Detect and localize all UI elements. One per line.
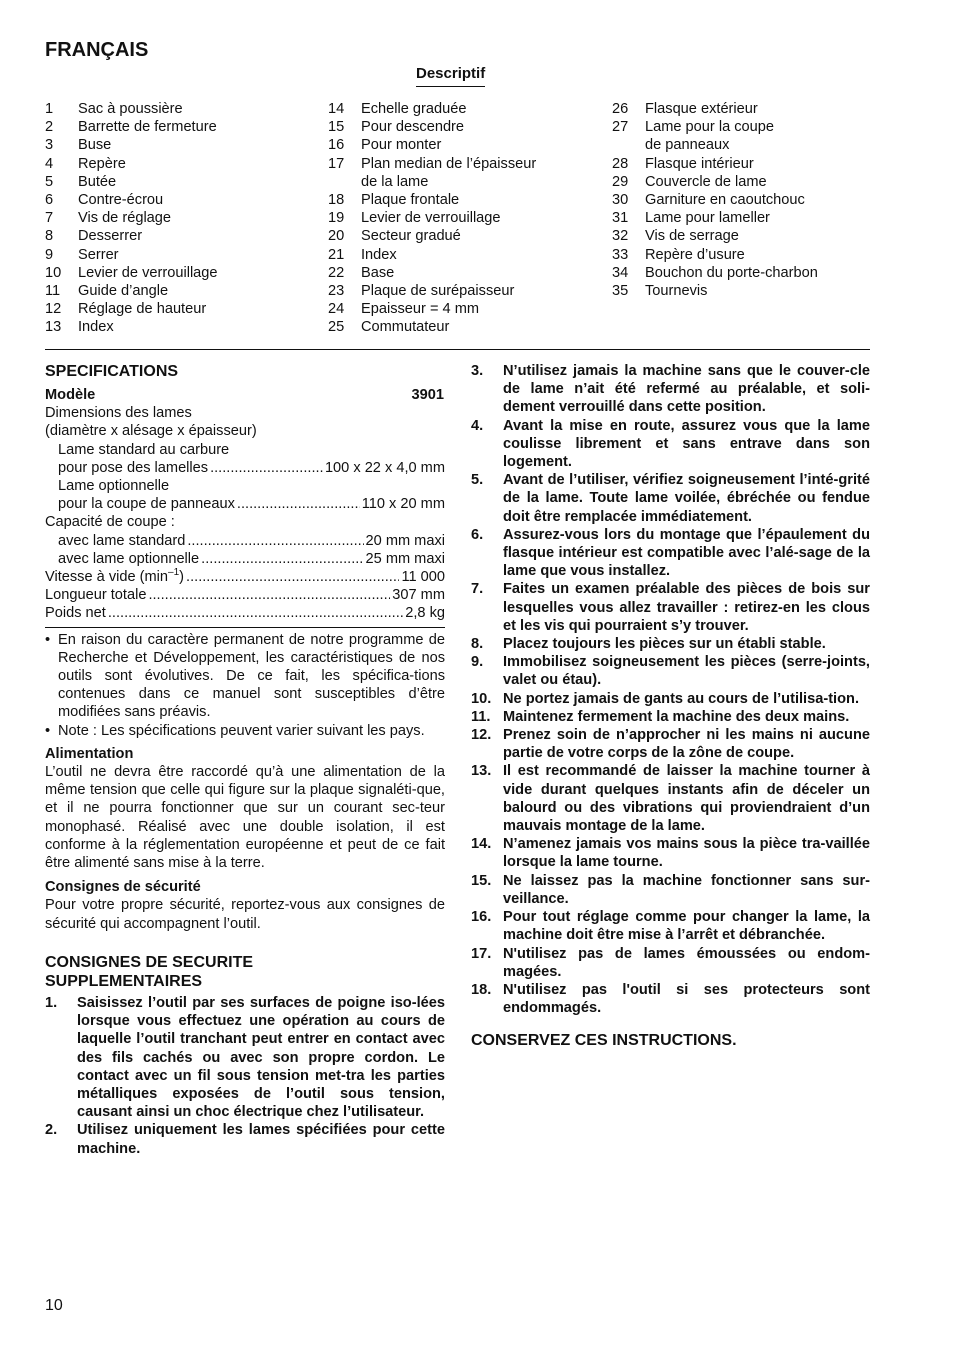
part-item — [612, 118, 870, 154]
part-number: 20 — [328, 228, 345, 245]
bullet-icon: • — [45, 631, 51, 648]
safety-item-text: Ne laissez pas la machine fonctionner sans sur-veillance. — [503, 872, 870, 907]
safety-item — [471, 471, 870, 526]
part-number: 35 — [612, 283, 629, 300]
safety-item-number: 15. — [471, 872, 492, 889]
safety-item — [45, 1121, 445, 1157]
part-number: 15 — [328, 119, 345, 136]
bullet-icon: • — [45, 722, 51, 739]
optional-blade-use: pour la coupe de panneaux — [58, 496, 235, 513]
safety-item-text: N’amenez jamais vos mains sous la pièce tra-vaillée lorsque la lame tourne. — [503, 836, 870, 871]
part-number: 23 — [328, 283, 345, 300]
conserve-instructions: CONSERVEZ CES INSTRUCTIONS. — [471, 1032, 737, 1050]
alimentation-heading: Alimentation — [45, 745, 134, 762]
part-number: 14 — [328, 101, 345, 117]
part-label: Index — [361, 246, 397, 263]
part-number: 11 — [45, 283, 61, 300]
part-item — [45, 246, 315, 264]
part-item — [45, 282, 315, 300]
safety-item — [471, 708, 870, 726]
part-number: 12 — [45, 301, 62, 318]
safety-item-number: 2. — [45, 1122, 58, 1139]
part-number: 13 — [45, 319, 62, 336]
part-item — [612, 100, 870, 118]
standard-blade-value: 100 x 22 x 4,0 mm — [324, 459, 445, 476]
part-label: Plan median de l’épaisseur de la lame — [361, 155, 537, 190]
model-label: Modèle — [45, 387, 96, 403]
safety-item-text: N'utilisez pas de lames émoussées ou endom-magées. — [503, 945, 870, 980]
part-number: 7 — [45, 210, 54, 227]
part-label: Plaque de surépaisseur — [361, 283, 515, 300]
part-label: Serrer — [78, 246, 119, 263]
consignes-text: Pour votre propre sécurité, reportez-vous aux consignes de sécurité qui accompagnent l’outil. — [45, 897, 445, 932]
capacity-standard-value: 20 mm maxi — [365, 532, 445, 549]
part-label: Réglage de hauteur — [78, 301, 207, 318]
part-label: Lame pour la coupe de panneaux — [645, 119, 774, 154]
safety-item — [45, 994, 445, 1121]
language-heading: FRANÇAIS — [45, 39, 149, 61]
safety-item — [471, 908, 870, 944]
standard-blade-use: pour pose des lamelles — [58, 459, 209, 476]
part-item — [328, 282, 598, 300]
model-value: 3901 — [411, 387, 444, 403]
part-item — [612, 155, 870, 173]
safety-item-text: Pour tout réglage comme pour changer la lame, la machine doit être mise à l’arrêt et débranchée. — [503, 909, 870, 944]
safety-item-number: 4. — [471, 417, 484, 434]
safety-item-number: 18. — [471, 981, 492, 998]
part-item — [328, 264, 598, 282]
safety-item-number: 3. — [471, 363, 484, 379]
part-label: Commutateur — [361, 319, 450, 336]
model-row — [45, 386, 445, 404]
part-item — [45, 136, 315, 154]
part-item — [45, 264, 315, 282]
safety-item — [471, 635, 870, 653]
part-item — [45, 227, 315, 245]
spec-note-bullet-2 — [45, 722, 445, 740]
speed-value: 11 000 — [401, 569, 445, 586]
part-label: Secteur gradué — [361, 228, 461, 245]
part-number: 32 — [612, 228, 629, 245]
part-item — [328, 155, 598, 191]
part-label: Desserrer — [78, 228, 143, 245]
part-label: Repère — [78, 155, 126, 172]
safety-item — [471, 526, 870, 581]
parts-list-column-2 — [328, 100, 598, 337]
dot-leader — [210, 459, 323, 477]
part-label: Garniture en caoutchouc — [645, 192, 805, 209]
part-item — [45, 191, 315, 209]
standard-blade-label: Lame standard au carbure — [58, 441, 230, 458]
part-number: 3 — [45, 137, 54, 154]
safety-item-number: 10. — [471, 690, 492, 707]
part-number: 22 — [328, 264, 345, 281]
part-label: Index — [78, 319, 114, 336]
safety-item-number: 9. — [471, 654, 484, 671]
safety-item-text: Avant de l’utiliser, vérifiez soigneusement l’inté-grité de la lame. Toute lame voilée, ébréchée ou fendue doit être remplacée immédiatement. — [503, 472, 870, 525]
part-label: Lame pour lameller — [645, 210, 770, 227]
dot-leader — [237, 495, 360, 513]
part-label: Guide d’angle — [78, 283, 169, 300]
safety-item-text: N’utilisez jamais la machine sans que le couver-cle de lame n’ait été refermé au préalable, et soli-dement verrouillé dans cette position. — [503, 363, 870, 416]
consignes-heading: Consignes de sécurité — [45, 879, 201, 896]
safety-item — [471, 945, 870, 981]
safety-item-number: 13. — [471, 763, 492, 780]
part-number: 26 — [612, 101, 629, 117]
part-item — [328, 246, 598, 264]
part-item — [612, 209, 870, 227]
part-item — [328, 100, 598, 118]
capacity-standard-label: avec lame standard — [58, 532, 186, 549]
safety-list-right — [471, 362, 870, 1017]
safety-item-text: N'utilisez pas l'outil si ses protecteurs sont endommagés. — [503, 981, 870, 1017]
safety-item — [471, 726, 870, 762]
part-label: Levier de verrouillage — [78, 264, 218, 281]
part-item — [612, 227, 870, 245]
safety-item-number: 6. — [471, 526, 484, 543]
dot-leader — [148, 586, 390, 604]
safety-item-number: 11. — [471, 708, 491, 725]
part-item — [45, 100, 315, 118]
safety-item — [471, 362, 870, 417]
part-item — [612, 282, 870, 300]
part-label: Repère d’usure — [645, 246, 745, 263]
safety-item-text: Ne portez jamais de gants au cours de l’utilisa-tion. — [503, 690, 860, 707]
part-number: 1 — [45, 101, 54, 117]
safety-item — [471, 835, 870, 871]
safety-item-text: Faites un examen préalable des pièces de bois sur lesquelles vous allez travailler : retirez-en les clous et les vis qui pourraient s’y trouver. — [503, 581, 870, 634]
part-number: 21 — [328, 246, 345, 263]
optional-blade-label: Lame optionnelle — [58, 478, 170, 495]
part-label: Butée — [78, 173, 117, 190]
safety-item-text: Assurez-vous lors du montage que l’épaulement du flasque intérieur est compatible avec l’alé-sage de la lame que vous installez. — [503, 526, 870, 580]
part-item — [45, 173, 315, 191]
safety-item-text: Placez toujours les pièces sur un établi stable. — [503, 636, 826, 653]
capacity-optional-value: 25 mm maxi — [365, 550, 445, 567]
part-number: 6 — [45, 192, 54, 209]
capacity-standard-row — [45, 532, 445, 550]
specs-divider — [45, 627, 445, 628]
safety-item-number: 12. — [471, 727, 492, 744]
safety-item-text: Avant la mise en route, assurez vous que la lame coulisse librement et sans entrave dans son logement. — [503, 417, 870, 471]
part-label: Flasque intérieur — [645, 155, 754, 172]
safety-item-number: 7. — [471, 581, 484, 598]
page-number: 10 — [45, 1297, 63, 1314]
part-number: 18 — [328, 192, 345, 209]
part-item — [328, 318, 598, 336]
safety-item — [471, 417, 870, 472]
right-column — [471, 362, 870, 1050]
part-item — [612, 246, 870, 264]
safety-item-number: 8. — [471, 636, 484, 653]
part-number: 8 — [45, 228, 54, 245]
safety-item-number: 14. — [471, 836, 492, 853]
capacity-optional-row — [45, 550, 445, 568]
safety-item — [471, 690, 870, 708]
section-divider — [45, 349, 870, 350]
spec-note-text-2: Note : Les spécifications peuvent varier suivant les pays. — [58, 722, 425, 739]
part-number: 19 — [328, 210, 345, 227]
part-label: Plaque frontale — [361, 192, 460, 209]
safety-list-left — [45, 994, 445, 1158]
safety-item-number: 5. — [471, 472, 484, 489]
part-item — [328, 136, 598, 154]
length-row — [45, 586, 445, 604]
weight-label: Poids net — [45, 605, 106, 622]
safety-item-text: Utilisez uniquement les lames spécifiées pour cette machine. — [77, 1122, 445, 1157]
dimensions-sublabel: (diamètre x alésage x épaisseur) — [45, 423, 257, 440]
safety-item-text: Prenez soin de n’approcher ni les mains ni aucune partie de votre corps de la zône de coupe. — [503, 727, 870, 762]
capacity-optional-label: avec lame optionnelle — [58, 550, 200, 567]
part-number: 31 — [612, 210, 629, 227]
part-item — [328, 191, 598, 209]
alimentation-text: L’outil ne devra être raccordé qu’à une alimentation de la même tension que celle qui figure sur la plaque signaléti-que, et il ne pourra fonctionner que sur un courant sec-teur monophasé. Réalisé avec une double isolation, il est conforme à la réglementation européenne et peut de ce fait être alimenté sans mise à la terre. — [45, 764, 445, 872]
spec-note-bullet-1 — [45, 631, 445, 722]
part-number: 30 — [612, 192, 629, 209]
speed-label: Vitesse à vide $(\min^{-1})$ — [45, 567, 185, 586]
part-label: Epaisseur = 4 mm — [361, 301, 480, 318]
part-number: 27 — [612, 119, 629, 136]
part-label: Echelle graduée — [361, 101, 467, 117]
part-item — [328, 118, 598, 136]
specifications-heading: SPECIFICATIONS — [45, 363, 179, 380]
dot-leader — [108, 604, 403, 622]
part-number: 2 — [45, 119, 54, 136]
part-number: 4 — [45, 155, 54, 172]
part-label: Vis de serrage — [645, 228, 739, 245]
part-number: 34 — [612, 264, 629, 281]
part-item — [45, 118, 315, 136]
part-item — [612, 264, 870, 282]
part-label: Base — [361, 264, 395, 281]
length-label: Longueur totale — [45, 587, 147, 604]
safety-item — [471, 981, 870, 1017]
safety-item — [471, 872, 870, 908]
part-number: 29 — [612, 173, 629, 190]
optional-blade-row — [45, 495, 445, 513]
dot-leader — [187, 532, 363, 550]
safety-item-text: Maintenez fermement la machine des deux mains. — [503, 708, 850, 725]
part-label: Sac à poussière — [78, 101, 183, 117]
part-item — [45, 155, 315, 173]
safety-item-text: Immobilisez soigneusement les pièces (serre-joints, valet ou étau). — [503, 654, 870, 689]
part-number: 25 — [328, 319, 345, 336]
part-item — [45, 300, 315, 318]
part-number: 33 — [612, 246, 629, 263]
part-item — [328, 227, 598, 245]
part-label: Bouchon du porte-charbon — [645, 264, 818, 281]
part-item — [612, 191, 870, 209]
left-column — [45, 362, 445, 1158]
part-label: Tournevis — [645, 283, 708, 300]
optional-blade-value: 110 x 20 mm — [361, 496, 445, 513]
parts-list-column-1 — [45, 100, 315, 337]
descriptif-title: Descriptif — [416, 64, 485, 87]
part-number: 9 — [45, 246, 54, 263]
part-number: 5 — [45, 173, 54, 190]
part-item — [328, 300, 598, 318]
parts-list-column-3 — [612, 100, 870, 300]
part-number: 16 — [328, 137, 345, 154]
part-item — [612, 173, 870, 191]
part-label: Flasque extérieur — [645, 101, 758, 117]
capacity-label: Capacité de coupe : — [45, 514, 175, 531]
standard-blade-row — [45, 459, 445, 477]
safety-item — [471, 580, 870, 635]
safety-item — [471, 653, 870, 689]
dimensions-label: Dimensions des lames — [45, 405, 192, 422]
dot-leader — [186, 568, 399, 586]
weight-row — [45, 604, 445, 622]
spec-note-text-1: En raison du caractère permanent de notre programme de Recherche et Développement, les caractéristiques de nos outils sont évolutives. De ce fait, les spécifica-tions contenues dans ce manuel sont susceptibles d’être modifiées sans préavis. — [58, 631, 445, 721]
part-item — [45, 209, 315, 227]
part-label: Contre-écrou — [78, 192, 164, 209]
part-number: 10 — [45, 264, 62, 281]
part-label: Couvercle de lame — [645, 173, 767, 190]
part-item — [45, 318, 315, 336]
speed-row — [45, 568, 445, 586]
part-label: Levier de verrouillage — [361, 210, 501, 227]
length-value: 307 mm — [392, 587, 445, 604]
part-label: Barrette de fermeture — [78, 119, 217, 136]
supplementary-safety-heading: CONSIGNES DE SECURITE SUPPLEMENTAIRES — [45, 953, 254, 990]
safety-item-text: Saisissez l’outil par ses surfaces de poigne iso-lées lorsque vous effectuez une opération au cours de laquelle l’outil tranchant peut entrer en contact avec des fils cachés ou avec son propre cordon. Le contact avec un fil sous tension met-tra les parties métalliques exposées de l’outil sous tension, causant ainsi un choc électrique chez l’utilisateur. — [77, 994, 445, 1121]
part-label: Pour monter — [361, 137, 442, 154]
part-number: 24 — [328, 301, 345, 318]
part-label: Pour descendre — [361, 119, 465, 136]
part-number: 17 — [328, 155, 345, 172]
part-label: Vis de réglage — [78, 210, 172, 227]
safety-item-text: Il est recommandé de laisser la machine tourner à vide durant quelques instants afin de déceler un balourd ou des vibrations qui proviendraient d’un mauvais montage de la lame. — [503, 763, 870, 835]
part-label: Buse — [78, 137, 112, 154]
weight-value: 2,8 kg — [405, 605, 445, 622]
safety-item-number: 17. — [471, 945, 492, 962]
dot-leader — [201, 550, 363, 568]
safety-item-number: 1. — [45, 994, 58, 1011]
part-item — [328, 209, 598, 227]
safety-item — [471, 762, 870, 835]
safety-item-number: 16. — [471, 909, 492, 926]
part-number: 28 — [612, 155, 629, 172]
